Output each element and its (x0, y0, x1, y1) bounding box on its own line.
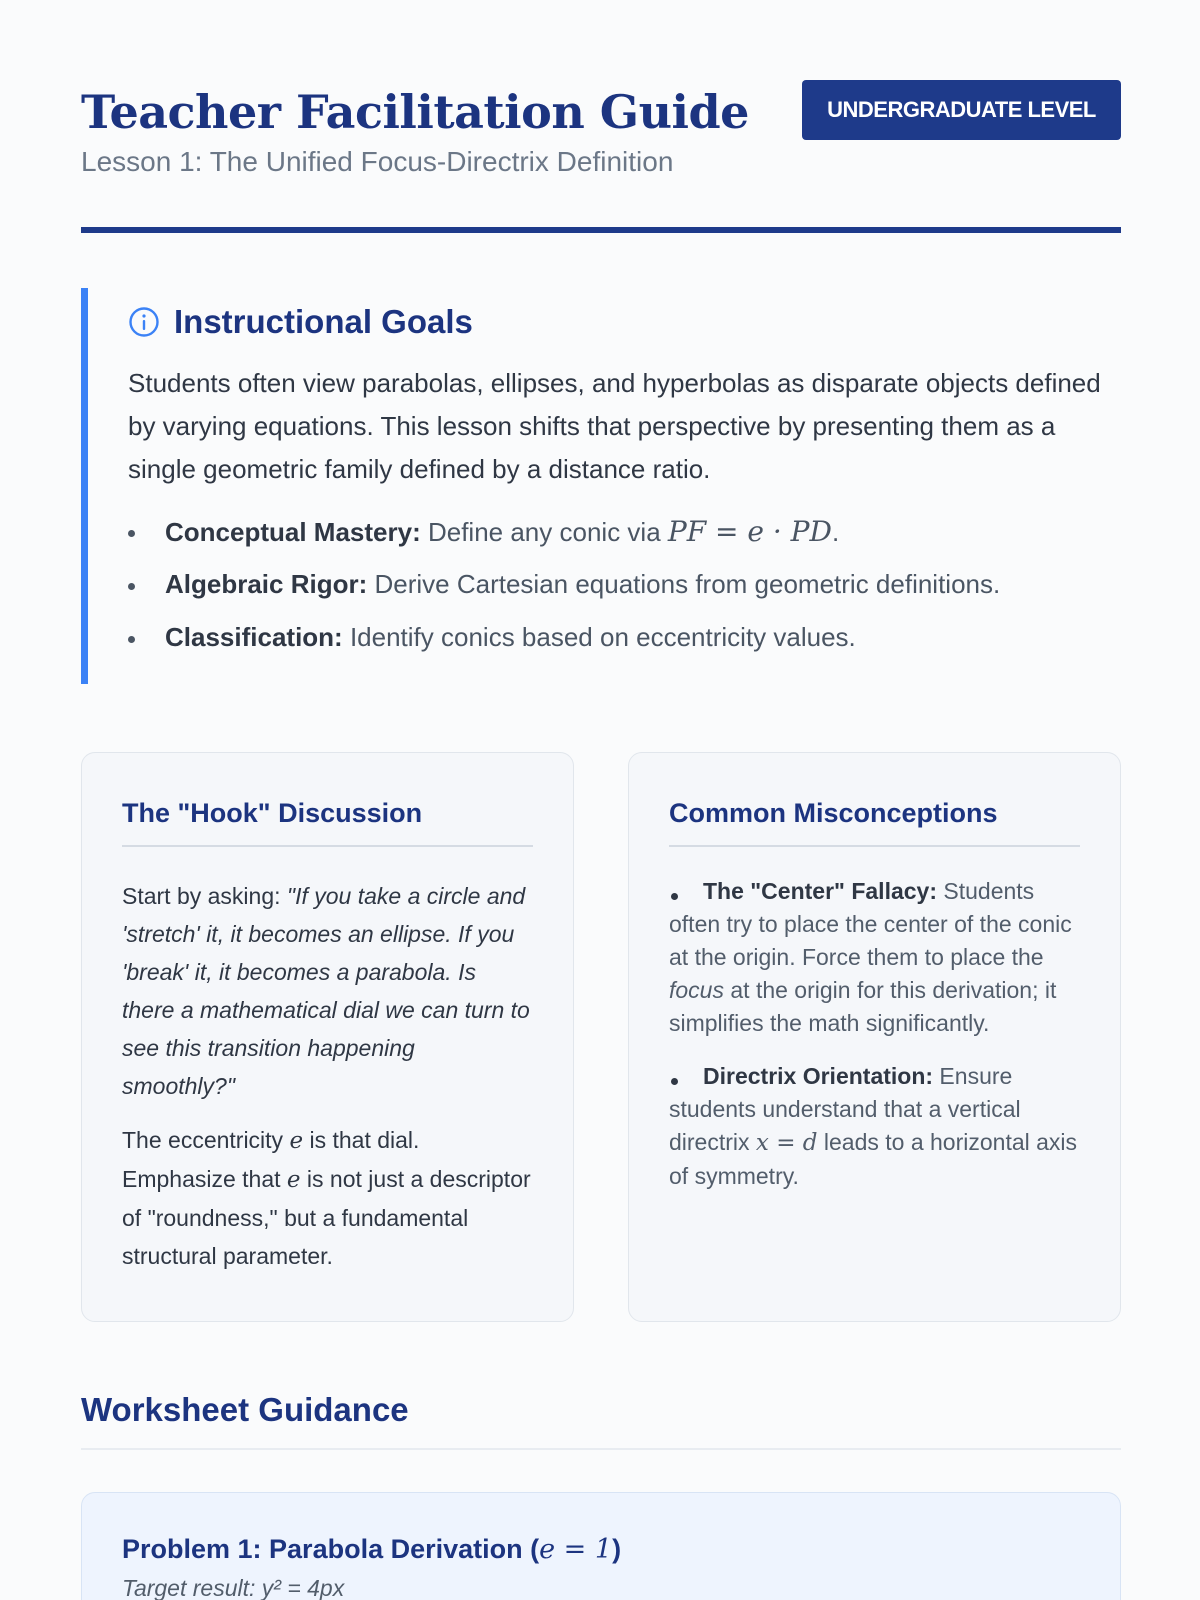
problem-1-target: Target result: y² = 4px (122, 1575, 345, 1600)
misconception-text: Ensure students understand that a vertical directrix (669, 1063, 1021, 1155)
misconception-text: Students often try to place the center of the conic at the origin. Force them to place the (669, 878, 1072, 970)
problem-1-card (81, 1492, 1121, 1600)
eccentricity-symbol: e (286, 1167, 301, 1193)
goal-label: Conceptual Mastery: (165, 517, 421, 547)
info-icon (128, 306, 160, 338)
page-subtitle: Lesson 1: The Unified Focus-Directrix Definition (81, 146, 674, 177)
goal-label: Classification: (165, 622, 343, 652)
hook-p2-a: The eccentricity (122, 1127, 290, 1153)
eccentricity-symbol: e (289, 1128, 304, 1154)
misconception-item-directrix-orientation (669, 1060, 1080, 1193)
hook-title: The "Hook" Discussion (122, 798, 423, 828)
page-header (81, 80, 1121, 180)
goal-text: Identify conics based on eccentricity values. (349, 622, 856, 652)
worksheet-divider (81, 1448, 1121, 1450)
misconceptions-card (628, 752, 1121, 1322)
directrix-formula: x = d (755, 1130, 818, 1156)
problem-1-formula: e = 1 (539, 1534, 613, 1565)
card-divider (669, 845, 1080, 847)
goal-item-conceptual-mastery (128, 505, 1121, 558)
problem-1-title-close: ) (612, 1534, 622, 1564)
goals-heading (128, 302, 1121, 342)
goal-text: Derive Cartesian equations from geometric definitions. (374, 569, 1001, 599)
misconception-emphasis: focus (669, 977, 724, 1003)
problem-1-title (122, 1529, 1080, 1569)
misconception-label: Directrix Orientation: (703, 1063, 934, 1089)
hook-discussion-card (81, 752, 574, 1322)
misconception-text-end: leads to a horizontal axis of symmetry. (669, 1129, 1078, 1189)
hook-explanation (122, 1121, 533, 1275)
hook-lead: Start by asking: (122, 883, 287, 909)
header-divider (81, 227, 1121, 233)
goal-item-algebraic-rigor (128, 558, 1121, 611)
misconception-label: The "Center" Fallacy: (703, 878, 937, 904)
hook-p2-b: is that dial. Emphasize that (122, 1127, 420, 1192)
goal-formula: PF = e · PD (667, 515, 832, 548)
worksheet-heading: Worksheet Guidance (81, 1391, 409, 1428)
goal-item-classification (128, 611, 1121, 664)
hook-question (122, 877, 533, 1105)
page-title: Teacher Facilitation Guide (81, 85, 749, 139)
goal-suffix: . (831, 517, 840, 547)
hook-p2-c: is not just a descriptor of "roundness," but a fundamental structural parameter. (122, 1166, 531, 1269)
goal-text: Define any conic via (427, 517, 668, 547)
goal-label: Algebraic Rigor: (165, 569, 368, 599)
misconception-item-center-fallacy (669, 875, 1080, 1040)
instructional-goals-section (81, 288, 1121, 684)
hook-quote: "If you take a circle and 'stretch' it, it becomes an ellipse. If you 'break' it, it becomes a parabola. Is there a mathematical dial we can turn to see this transition happening smoothly?" (122, 883, 530, 1099)
misconceptions-list (669, 875, 1080, 1193)
card-divider (122, 845, 533, 847)
misconceptions-title: Common Misconceptions (669, 798, 998, 828)
problem-1-title-text: Problem 1: Parabola Derivation ( (122, 1534, 540, 1564)
misconception-text-end: at the origin for this derivation; it simplifies the math significantly. (669, 977, 1057, 1036)
goals-list (128, 505, 1121, 664)
level-badge: UNDERGRADUATE LEVEL (802, 80, 1121, 140)
goals-title: Instructional Goals (174, 303, 473, 340)
goals-intro: Students often view parabolas, ellipses, and hyperbolas as disparate objects defined by varying equations. This lesson shifts that perspective by presenting them as a single geometric family defined by a distance ratio. (128, 368, 1101, 484)
